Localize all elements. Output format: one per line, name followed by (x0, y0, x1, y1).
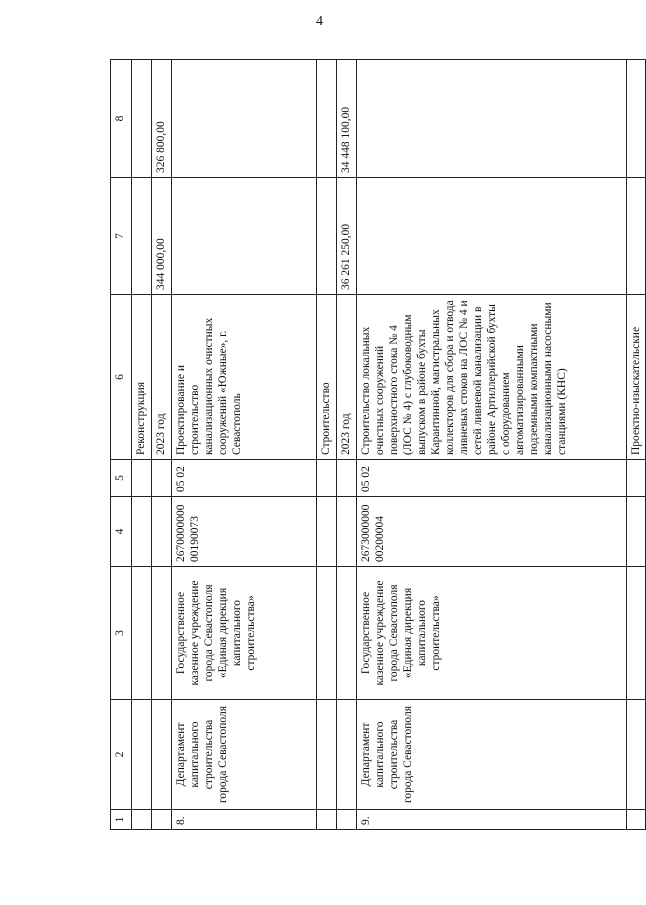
institution-cell: Государственное казенное учреждение города Севастополя «Единая дирекция капитального строительства» (357, 567, 627, 700)
year-row (152, 60, 172, 830)
row-number: 8. (172, 810, 317, 830)
object-cell: Строительство локальных очистных сооружений поверхностного стока № 4 (ЛОС № 4) с глубоководным выпуском в районе бухты Карантинной, магистральных коллекторов для сбора и отвода ливневых стоков на ЛОС № 4 и сетей ливневой канализации в районе Артиллерийской бухты с оборудованием автоматизированными подземными компактными канализационными насосными станциями (КНС) (357, 295, 627, 460)
col-header-7: 7 (111, 178, 132, 295)
year-amount-col8: 326 800,00 (152, 60, 172, 178)
department-cell: Департамент капитального строительства города Севастополя (172, 700, 317, 810)
institution-cell: Государственное казенное учреждение города Севастополя «Единая дирекция капитального строительства» (172, 567, 317, 700)
code-cell: 2670000000 00190073 (172, 497, 317, 567)
department-cell: Департамент капитального строительства города Севастополя (357, 700, 627, 810)
table-row (172, 60, 317, 830)
year-label: 2023 год (152, 295, 172, 460)
rotated-table-container (110, 60, 642, 830)
section-label: Строительство (317, 295, 337, 460)
object-cell: Проектирование и строительство канализационных очистных сооружений «Южные», г. Севастополь (172, 295, 317, 460)
column-number-header (111, 60, 132, 830)
year-label: 2023 год (337, 295, 357, 460)
trailing-label: Проектно-изыскательские (627, 295, 646, 460)
year-amount-col7: 36 261 250,00 (337, 178, 357, 295)
year-amount-col8: 34 448 100,00 (337, 60, 357, 178)
code-cell: 2673000000 00200004 (357, 497, 627, 567)
year-amount-col7: 344 000,00 (152, 178, 172, 295)
section-row (317, 60, 337, 830)
section-row (132, 60, 152, 830)
section-code-cell: 05 02 (172, 460, 317, 497)
table-row (357, 60, 627, 830)
col-header-3: 3 (111, 567, 132, 700)
col-header-2: 2 (111, 700, 132, 810)
col-header-4: 4 (111, 497, 132, 567)
page-number: 4 (316, 14, 323, 29)
col-header-8: 8 (111, 60, 132, 178)
col-header-5: 5 (111, 460, 132, 497)
col-header-6: 6 (111, 295, 132, 460)
col-header-1: 1 (111, 810, 132, 830)
budget-table (110, 59, 646, 830)
row-number: 9. (357, 810, 627, 830)
year-row (337, 60, 357, 830)
section-label: Реконструкция (132, 295, 152, 460)
section-code-cell: 05 02 (357, 460, 627, 497)
partial-row (627, 60, 646, 830)
